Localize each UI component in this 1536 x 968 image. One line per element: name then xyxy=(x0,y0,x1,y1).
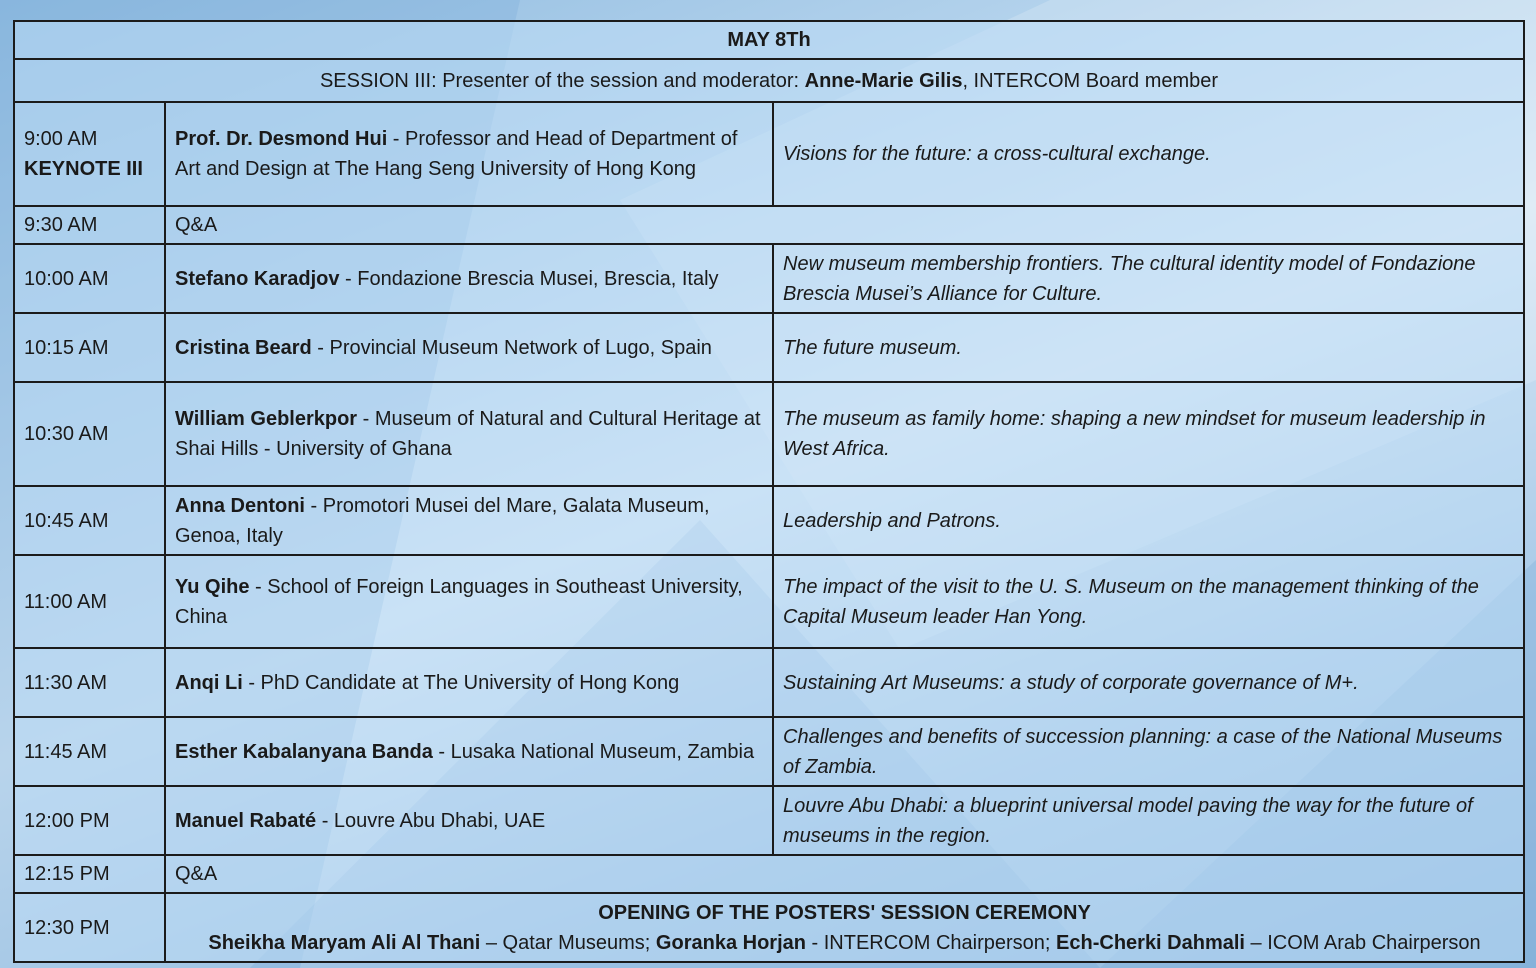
moderator-name: Anne-Marie Gilis xyxy=(804,69,963,92)
talk-row xyxy=(14,648,1524,717)
talk-row xyxy=(14,717,1524,786)
time-cell: 10:00 AM xyxy=(14,244,165,313)
date-row xyxy=(14,21,1524,59)
qa-row xyxy=(14,855,1524,893)
keynote-label: KEYNOTE III xyxy=(24,158,143,180)
speaker-cell: Prof. Dr. Desmond Hui - Professor and Head of Department of Art and Design at The Hang Seng University of Hong Kong xyxy=(165,102,773,206)
talk-title-cell: The impact of the visit to the U. S. Museum on the management thinking of the Capital Museum leader Han Yong. xyxy=(773,555,1524,648)
speaker-cell: Cristina Beard - Provincial Museum Network of Lugo, Spain xyxy=(165,313,773,382)
speaker-name: Yu Qihe xyxy=(175,575,250,598)
talk-title-cell: New museum membership frontiers. The cultural identity model of Fondazione Brescia Musei’s Alliance for Culture. xyxy=(773,244,1524,313)
qa-cell: Q&A xyxy=(165,855,1524,893)
talk-row xyxy=(14,382,1524,486)
time-cell: 9:30 AM xyxy=(14,206,165,244)
qa-cell: Q&A xyxy=(165,206,1524,244)
session-row xyxy=(14,59,1524,102)
speaker-name: William Geblerkpor xyxy=(175,408,358,430)
date-heading: MAY 8Th xyxy=(14,21,1524,59)
talk-title-cell: Visions for the future: a cross-cultural exchange. xyxy=(773,102,1524,206)
speaker-name: Stefano Karadjov xyxy=(175,267,340,290)
time-cell: 9:00 AM KEYNOTE III xyxy=(14,102,165,206)
session-heading: SESSION III: Presenter of the session and moderator: Anne-Marie Gilis, INTERCOM Board member xyxy=(14,59,1524,102)
time-cell: 10:30 AM xyxy=(14,382,165,486)
ceremony-title: OPENING OF THE POSTERS' SESSION CEREMONY xyxy=(598,901,1091,924)
talk-title-cell: Louvre Abu Dhabi: a blueprint universal model paving the way for the future of museums in the region. xyxy=(773,786,1524,855)
talk-row xyxy=(14,555,1524,648)
speaker-name: Anna Dentoni xyxy=(175,494,305,517)
qa-row xyxy=(14,206,1524,244)
speaker-cell: Anna Dentoni - Promotori Musei del Mare, Galata Museum, Genoa, Italy xyxy=(165,486,773,555)
talk-row xyxy=(14,313,1524,382)
speaker-cell: Anqi Li - PhD Candidate at The University of Hong Kong xyxy=(165,648,773,717)
time-cell: 11:45 AM xyxy=(14,717,165,786)
talk-title-cell: Sustaining Art Museums: a study of corporate governance of M+. xyxy=(773,648,1524,717)
ceremony-participant-name: Goranka Horjan xyxy=(655,931,806,954)
speaker-cell: Yu Qihe - School of Foreign Languages in Southeast University, China xyxy=(165,555,773,648)
speaker-cell: William Geblerkpor - Museum of Natural and Cultural Heritage at Shai Hills - University of Ghana xyxy=(165,382,773,486)
time-cell: 10:45 AM xyxy=(14,486,165,555)
schedule-table xyxy=(13,20,1525,963)
talk-title-cell: The museum as family home: shaping a new mindset for museum leadership in West Africa. xyxy=(773,382,1524,486)
ceremony-participant-name: Sheikha Maryam Ali Al Thani xyxy=(208,931,481,954)
speaker-name: Cristina Beard xyxy=(175,336,312,359)
time-cell: 12:15 PM xyxy=(14,855,165,893)
ceremony-participant-name: Ech-Cherki Dahmali xyxy=(1056,931,1245,954)
speaker-cell: Stefano Karadjov - Fondazione Brescia Musei, Brescia, Italy xyxy=(165,244,773,313)
time-cell: 11:00 AM xyxy=(14,555,165,648)
time-cell: 10:15 AM xyxy=(14,313,165,382)
talk-title-cell: Challenges and benefits of succession planning: a case of the National Museums of Zambia. xyxy=(773,717,1524,786)
speaker-cell: Esther Kabalanyana Banda - Lusaka National Museum, Zambia xyxy=(165,717,773,786)
ceremony-row xyxy=(14,893,1524,962)
talk-row xyxy=(14,486,1524,555)
speaker-name: Prof. Dr. Desmond Hui xyxy=(175,128,388,150)
speaker-name: Esther Kabalanyana Banda xyxy=(175,740,433,763)
talk-row xyxy=(14,244,1524,313)
speaker-cell: Manuel Rabaté - Louvre Abu Dhabi, UAE xyxy=(165,786,773,855)
talk-title-cell: The future museum. xyxy=(773,313,1524,382)
talk-title-cell: Leadership and Patrons. xyxy=(773,486,1524,555)
speaker-name: Manuel Rabaté xyxy=(175,809,317,832)
ceremony-cell: OPENING OF THE POSTERS' SESSION CEREMONY Sheikha Maryam Ali Al Thani – Qatar Museums; Goranka Horjan - INTERCOM Chairperson; Ech-Cherki Dahmali – ICOM Arab Chairperson xyxy=(165,893,1524,962)
talk-row xyxy=(14,786,1524,855)
time-cell: 12:00 PM xyxy=(14,786,165,855)
speaker-name: Anqi Li xyxy=(175,671,243,694)
time-cell: 12:30 PM xyxy=(14,893,165,962)
time-cell: 11:30 AM xyxy=(14,648,165,717)
keynote-row xyxy=(14,102,1524,206)
